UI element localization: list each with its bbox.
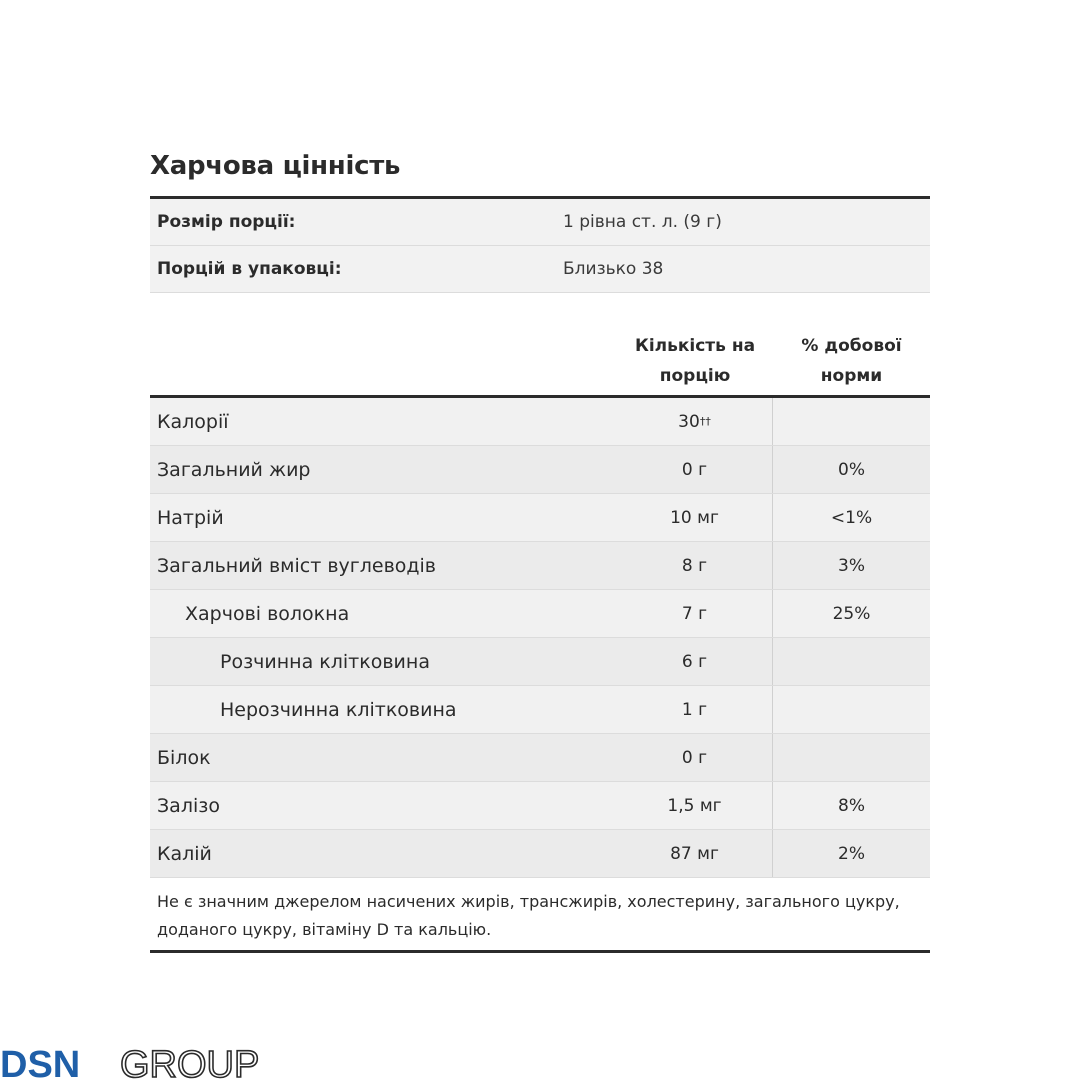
nutrient-name: Загальний жир — [157, 458, 311, 481]
table-row — [150, 782, 930, 830]
table-row — [150, 398, 930, 446]
table-row — [150, 590, 930, 638]
nutrient-daily-value: 8% — [838, 795, 865, 816]
logo-text-group: GROUP — [120, 1044, 260, 1080]
nutrient-amount: 30 †† — [617, 398, 773, 445]
nutrient-daily-value — [773, 686, 930, 733]
nutrient-daily-value — [773, 638, 930, 685]
table-row — [150, 734, 930, 782]
serving-size-row — [150, 199, 930, 246]
nutrient-amount: 1,5 мг — [617, 782, 773, 829]
nutrient-amount: 87 мг — [617, 830, 773, 877]
header-amount-line1: Кількість на — [634, 336, 756, 356]
nutrient-table-header — [150, 331, 930, 398]
page-title: Харчова цінність — [150, 151, 401, 181]
servings-per-container-row — [150, 246, 930, 293]
nutrient-amount: 7 г — [617, 590, 773, 637]
nutrient-amount: 6 г — [617, 638, 773, 685]
header-amount-column — [617, 331, 773, 391]
footnote: Не є значним джерелом насичених жирів, трансжирів, холестерину, загального цукру, доданого цукру, вітаміну D та кальцію. — [150, 878, 930, 953]
nutrient-name: Білок — [157, 746, 211, 769]
serving-size-label: Розмір порції: — [157, 212, 296, 232]
servings-per-container-value: Близько 38 — [563, 259, 664, 279]
header-dv-line1: % добової — [801, 336, 902, 356]
table-row — [150, 542, 930, 590]
dsn-group-logo — [0, 1040, 330, 1080]
nutrient-daily-value: 0% — [838, 459, 865, 480]
nutrient-daily-value: 3% — [838, 555, 865, 576]
table-row — [150, 686, 930, 734]
nutrient-daily-value: <1% — [830, 507, 873, 528]
nutrient-daily-value: 25% — [832, 603, 871, 624]
amount-value: 30 — [678, 411, 700, 432]
nutrient-name: Загальний вміст вуглеводів — [157, 554, 437, 577]
nutrient-amount: 8 г — [617, 542, 773, 589]
table-row — [150, 638, 930, 686]
nutrient-name: Залізо — [157, 794, 220, 817]
nutrient-name: Натрій — [157, 506, 224, 529]
table-row — [150, 494, 930, 542]
serving-info — [150, 196, 930, 293]
nutrient-amount: 0 г — [617, 734, 773, 781]
logo-text-dsn: DSN — [0, 1044, 81, 1080]
nutrient-amount: 0 г — [617, 446, 773, 493]
serving-size-value: 1 рівна ст. л. (9 г) — [563, 212, 722, 232]
nutrient-name: Харчові волокна — [185, 602, 350, 625]
nutrient-table-body — [150, 398, 930, 878]
nutrient-name: Розчинна клітковина — [220, 650, 430, 673]
header-daily-value-column — [773, 331, 930, 391]
nutrient-daily-value: 2% — [838, 843, 865, 864]
header-amount-line2: порцію — [659, 366, 731, 386]
nutrient-daily-value — [773, 734, 930, 781]
nutrient-name: Калорії — [157, 410, 229, 433]
nutrient-name: Калій — [157, 842, 212, 865]
nutrient-amount: 1 г — [617, 686, 773, 733]
nutrient-amount: 10 мг — [617, 494, 773, 541]
nutrition-panel — [150, 146, 930, 953]
table-row — [150, 446, 930, 494]
header-dv-line2: норми — [820, 366, 883, 386]
table-row — [150, 830, 930, 878]
nutrient-daily-value — [773, 398, 930, 445]
servings-per-container-label: Порцій в упаковці: — [157, 259, 342, 279]
nutrient-name: Нерозчинна клітковина — [220, 698, 457, 721]
